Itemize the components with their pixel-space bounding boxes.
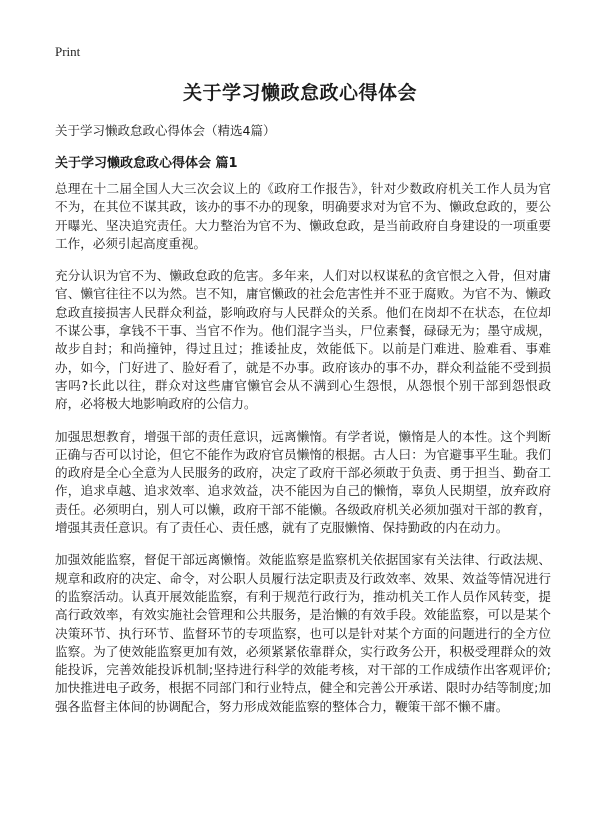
document-subtitle: 关于学习懒政怠政心得体会（精选4篇） [55,123,276,138]
paragraph-3: 加强思想教育，增强干部的责任意识，远离懒惰。有学者说，懒惰是人的本性。这个判断正确与否可以讨论，但它不能作为政府官员懒惰的根据。古人曰：为官避事平生耻。我们的政府是全心全意为人民服务的政府，决定了政府干部必须敢于负责、勇于担当、勤奋工作，追求卓越、追求效率、追求效益，决不能因为自己的懒惰，辜负人民期望，放弃政府责任。必须明白，别人可以懒，政府干部不能懒。各级政府机关必须加强对干部的教育，增强其责任意识。有了责任心、责任感，就有了克服懒惰、保持勤政的内在动力。 [55,428,551,536]
paragraph-2: 充分认识为官不为、懒政怠政的危害。多年来，人们对以权谋私的贪官恨之入骨，但对庸官、懒官往往不以为然。岂不知，庸官懒政的社会危害性并不亚于腐败。为官不为、懒政怠政直接损害人民群众利益，影响政府与人民群众的关系。他们在岗却不在状态，在位却不谋公事，拿钱不干事、当官不作为。他们混字当头，尸位素餐，碌碌无为；墨守成规，故步自封；和尚撞钟，得过且过；推诿扯皮，效能低下。以前是门难进、脸难看、事难办，如今，门好进了、脸好看了，就是不办事。政府该办的事不办，群众利益能不受到损害吗?长此以往，群众对这些庸官懒官会从不满到心生怨恨，从怨恨个别干部到怨恨政府，必将极大地影响政府的公信力。 [55,268,551,412]
paragraph-4: 加强效能监察，督促干部远离懒惰。效能监察是监察机关依据国家有关法律、行政法规、规章和政府的决定、命令，对公职人员履行法定职责及行政效率、效果、效益等情况进行的监察活动。认真开展效能监察，有利于规范行政行为，推动机关工作人员作风转变，提高行政效率，有效实施社会管理和公共服务，是治懒的有效手段。效能监察，可以是某个决策环节、执行环节、监督环节的专项监察，也可以是针对某个方面的问题进行的全方位监察。为了使效能监察更加有效，必须紧紧依靠群众，实行政务公开，积极受理群众的效能投诉，完善效能投诉机制;坚持进行科学的效能考核，对干部的工作成绩作出客观评价;加快推进电子政务，根据不同部门和行业特点，健全和完善公开承诺、限时办结等制度;加强各监督主体间的协调配合，努力形成效能监察的整体合力，鞭策干部不懒不庸。 [55,552,551,714]
article-body [55,180,551,730]
paragraph-1: 总理在十二届全国人大三次会议上的《政府工作报告》，针对少数政府机关工作人员为官不为，在其位不谋其政，该办的事不办的现象，明确要求对为官不为、懒政怠政的，要公开曝光、坚决追究责任。大力整治为官不为、懒政怠政，是当前政府自身建设的一项重要工作，必须引起高度重视。 [55,181,551,251]
section-heading: 关于学习懒政怠政心得体会 篇1 [55,156,238,171]
print-link[interactable]: Print [55,44,81,59]
page-title: 关于学习懒政怠政心得体会 [182,82,417,104]
